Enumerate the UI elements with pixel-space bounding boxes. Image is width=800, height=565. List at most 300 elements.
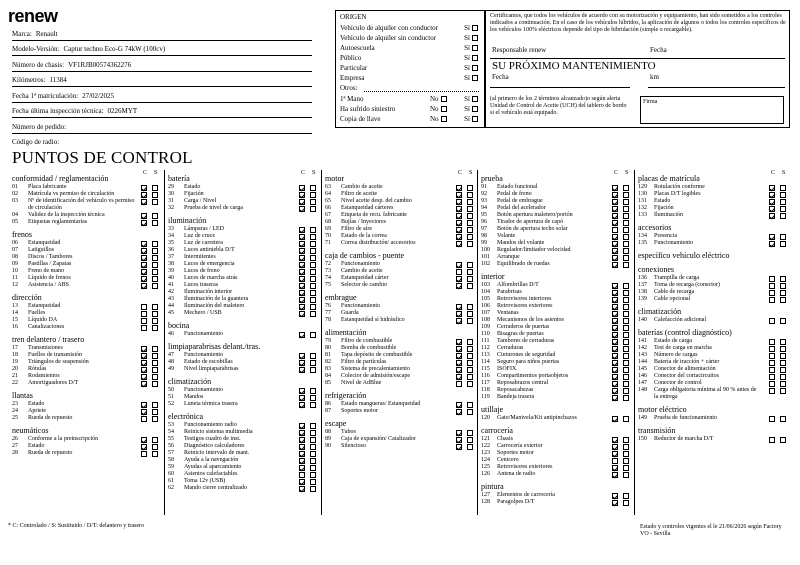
controlado-checkbox[interactable] — [299, 388, 305, 394]
sustituido-checkbox[interactable] — [310, 423, 316, 429]
sustituido-checkbox[interactable] — [623, 325, 629, 331]
controlado-checkbox[interactable] — [141, 325, 147, 331]
controlado-checkbox[interactable] — [141, 220, 147, 226]
sustituido-checkbox[interactable] — [152, 220, 158, 226]
controlado-checkbox[interactable] — [769, 353, 775, 359]
sustituido-checkbox[interactable] — [152, 283, 158, 289]
controlado-checkbox[interactable] — [141, 262, 147, 268]
sustituido-checkbox[interactable] — [152, 402, 158, 408]
si-checkbox[interactable] — [472, 65, 478, 71]
controlado-checkbox[interactable] — [769, 367, 775, 373]
controlado-checkbox[interactable] — [769, 297, 775, 303]
controlado-checkbox[interactable] — [612, 367, 618, 373]
controlado-checkbox[interactable] — [456, 206, 462, 212]
sustituido-checkbox[interactable] — [623, 262, 629, 268]
si-checkbox[interactable] — [472, 75, 478, 81]
sustituido-checkbox[interactable] — [780, 318, 786, 324]
sustituido-checkbox[interactable] — [623, 234, 629, 240]
sustituido-checkbox[interactable] — [310, 290, 316, 296]
controlado-checkbox[interactable] — [612, 444, 618, 450]
controlado-checkbox[interactable] — [141, 276, 147, 282]
sustituido-checkbox[interactable] — [467, 353, 473, 359]
controlado-checkbox[interactable] — [299, 283, 305, 289]
controlado-checkbox[interactable] — [299, 185, 305, 191]
sustituido-checkbox[interactable] — [623, 227, 629, 233]
sustituido-checkbox[interactable] — [623, 458, 629, 464]
sustituido-checkbox[interactable] — [623, 241, 629, 247]
controlado-checkbox[interactable] — [769, 276, 775, 282]
sustituido-checkbox[interactable] — [623, 360, 629, 366]
controlado-checkbox[interactable] — [612, 297, 618, 303]
sustituido-checkbox[interactable] — [467, 213, 473, 219]
sustituido-checkbox[interactable] — [310, 353, 316, 359]
controlado-checkbox[interactable] — [456, 381, 462, 387]
controlado-checkbox[interactable] — [299, 444, 305, 450]
sustituido-checkbox[interactable] — [152, 374, 158, 380]
sustituido-checkbox[interactable] — [467, 192, 473, 198]
sustituido-checkbox[interactable] — [623, 311, 629, 317]
sustituido-checkbox[interactable] — [467, 311, 473, 317]
sustituido-checkbox[interactable] — [780, 213, 786, 219]
sustituido-checkbox[interactable] — [310, 451, 316, 457]
sustituido-checkbox[interactable] — [310, 458, 316, 464]
sustituido-checkbox[interactable] — [310, 227, 316, 233]
controlado-checkbox[interactable] — [612, 255, 618, 261]
controlado-checkbox[interactable] — [612, 318, 618, 324]
controlado-checkbox[interactable] — [141, 381, 147, 387]
sustituido-checkbox[interactable] — [623, 367, 629, 373]
controlado-checkbox[interactable] — [456, 444, 462, 450]
sustituido-checkbox[interactable] — [780, 360, 786, 366]
controlado-checkbox[interactable] — [299, 311, 305, 317]
controlado-checkbox[interactable] — [612, 437, 618, 443]
controlado-checkbox[interactable] — [612, 325, 618, 331]
controlado-checkbox[interactable] — [456, 241, 462, 247]
controlado-checkbox[interactable] — [456, 437, 462, 443]
controlado-checkbox[interactable] — [456, 213, 462, 219]
sustituido-checkbox[interactable] — [310, 437, 316, 443]
sustituido-checkbox[interactable] — [467, 430, 473, 436]
controlado-checkbox[interactable] — [456, 339, 462, 345]
sustituido-checkbox[interactable] — [152, 346, 158, 352]
sustituido-checkbox[interactable] — [310, 241, 316, 247]
sustituido-checkbox[interactable] — [152, 192, 158, 198]
sustituido-checkbox[interactable] — [152, 241, 158, 247]
sustituido-checkbox[interactable] — [152, 360, 158, 366]
controlado-checkbox[interactable] — [299, 367, 305, 373]
sustituido-checkbox[interactable] — [467, 241, 473, 247]
controlado-checkbox[interactable] — [456, 220, 462, 226]
controlado-checkbox[interactable] — [141, 199, 147, 205]
sustituido-checkbox[interactable] — [310, 388, 316, 394]
sustituido-checkbox[interactable] — [152, 255, 158, 261]
sustituido-checkbox[interactable] — [152, 451, 158, 457]
sustituido-checkbox[interactable] — [467, 409, 473, 415]
sustituido-checkbox[interactable] — [152, 213, 158, 219]
controlado-checkbox[interactable] — [141, 360, 147, 366]
controlado-checkbox[interactable] — [299, 479, 305, 485]
controlado-checkbox[interactable] — [141, 416, 147, 422]
controlado-checkbox[interactable] — [769, 283, 775, 289]
controlado-checkbox[interactable] — [769, 199, 775, 205]
controlado-checkbox[interactable] — [612, 283, 618, 289]
sustituido-checkbox[interactable] — [152, 416, 158, 422]
controlado-checkbox[interactable] — [299, 395, 305, 401]
controlado-checkbox[interactable] — [612, 493, 618, 499]
controlado-checkbox[interactable] — [769, 437, 775, 443]
controlado-checkbox[interactable] — [456, 283, 462, 289]
controlado-checkbox[interactable] — [456, 227, 462, 233]
controlado-checkbox[interactable] — [299, 248, 305, 254]
sustituido-checkbox[interactable] — [623, 444, 629, 450]
sustituido-checkbox[interactable] — [623, 493, 629, 499]
sustituido-checkbox[interactable] — [623, 416, 629, 422]
sustituido-checkbox[interactable] — [623, 255, 629, 261]
sustituido-checkbox[interactable] — [780, 290, 786, 296]
sustituido-checkbox[interactable] — [780, 388, 786, 394]
controlado-checkbox[interactable] — [141, 353, 147, 359]
sustituido-checkbox[interactable] — [780, 192, 786, 198]
controlado-checkbox[interactable] — [141, 283, 147, 289]
sustituido-checkbox[interactable] — [623, 206, 629, 212]
controlado-checkbox[interactable] — [456, 185, 462, 191]
controlado-checkbox[interactable] — [612, 213, 618, 219]
controlado-checkbox[interactable] — [299, 304, 305, 310]
controlado-checkbox[interactable] — [456, 304, 462, 310]
controlado-checkbox[interactable] — [456, 430, 462, 436]
controlado-checkbox[interactable] — [612, 346, 618, 352]
sustituido-checkbox[interactable] — [152, 276, 158, 282]
controlado-checkbox[interactable] — [456, 276, 462, 282]
controlado-checkbox[interactable] — [612, 332, 618, 338]
sustituido-checkbox[interactable] — [310, 311, 316, 317]
sustituido-checkbox[interactable] — [152, 444, 158, 450]
sustituido-checkbox[interactable] — [310, 486, 316, 492]
sustituido-checkbox[interactable] — [152, 381, 158, 387]
sustituido-checkbox[interactable] — [467, 346, 473, 352]
controlado-checkbox[interactable] — [141, 185, 147, 191]
sustituido-checkbox[interactable] — [623, 353, 629, 359]
sustituido-checkbox[interactable] — [310, 192, 316, 198]
sustituido-checkbox[interactable] — [310, 465, 316, 471]
sustituido-checkbox[interactable] — [310, 185, 316, 191]
controlado-checkbox[interactable] — [612, 311, 618, 317]
si-checkbox[interactable] — [472, 35, 478, 41]
controlado-checkbox[interactable] — [456, 234, 462, 240]
sustituido-checkbox[interactable] — [623, 290, 629, 296]
sustituido-checkbox[interactable] — [623, 199, 629, 205]
controlado-checkbox[interactable] — [612, 472, 618, 478]
controlado-checkbox[interactable] — [299, 192, 305, 198]
sustituido-checkbox[interactable] — [310, 395, 316, 401]
sustituido-checkbox[interactable] — [780, 241, 786, 247]
sustituido-checkbox[interactable] — [623, 437, 629, 443]
sustituido-checkbox[interactable] — [467, 262, 473, 268]
controlado-checkbox[interactable] — [612, 395, 618, 401]
sustituido-checkbox[interactable] — [780, 234, 786, 240]
controlado-checkbox[interactable] — [456, 409, 462, 415]
controlado-checkbox[interactable] — [612, 381, 618, 387]
controlado-checkbox[interactable] — [299, 297, 305, 303]
sustituido-checkbox[interactable] — [780, 185, 786, 191]
controlado-checkbox[interactable] — [612, 248, 618, 254]
controlado-checkbox[interactable] — [141, 213, 147, 219]
controlado-checkbox[interactable] — [299, 241, 305, 247]
sustituido-checkbox[interactable] — [780, 437, 786, 443]
sustituido-checkbox[interactable] — [467, 339, 473, 345]
sustituido-checkbox[interactable] — [152, 248, 158, 254]
controlado-checkbox[interactable] — [141, 444, 147, 450]
sustituido-checkbox[interactable] — [310, 479, 316, 485]
controlado-checkbox[interactable] — [769, 360, 775, 366]
sustituido-checkbox[interactable] — [780, 206, 786, 212]
sustituido-checkbox[interactable] — [780, 381, 786, 387]
no-checkbox[interactable] — [441, 116, 447, 122]
sustituido-checkbox[interactable] — [310, 262, 316, 268]
sustituido-checkbox[interactable] — [152, 262, 158, 268]
controlado-checkbox[interactable] — [456, 367, 462, 373]
controlado-checkbox[interactable] — [456, 346, 462, 352]
controlado-checkbox[interactable] — [612, 458, 618, 464]
controlado-checkbox[interactable] — [141, 311, 147, 317]
controlado-checkbox[interactable] — [299, 206, 305, 212]
controlado-checkbox[interactable] — [612, 262, 618, 268]
controlado-checkbox[interactable] — [612, 206, 618, 212]
controlado-checkbox[interactable] — [299, 465, 305, 471]
sustituido-checkbox[interactable] — [152, 325, 158, 331]
controlado-checkbox[interactable] — [299, 290, 305, 296]
controlado-checkbox[interactable] — [456, 192, 462, 198]
sustituido-checkbox[interactable] — [780, 199, 786, 205]
controlado-checkbox[interactable] — [612, 234, 618, 240]
sustituido-checkbox[interactable] — [623, 185, 629, 191]
controlado-checkbox[interactable] — [612, 374, 618, 380]
controlado-checkbox[interactable] — [612, 465, 618, 471]
sustituido-checkbox[interactable] — [623, 297, 629, 303]
controlado-checkbox[interactable] — [612, 199, 618, 205]
controlado-checkbox[interactable] — [769, 374, 775, 380]
controlado-checkbox[interactable] — [299, 458, 305, 464]
controlado-checkbox[interactable] — [299, 332, 305, 338]
sustituido-checkbox[interactable] — [780, 353, 786, 359]
controlado-checkbox[interactable] — [456, 262, 462, 268]
sustituido-checkbox[interactable] — [152, 367, 158, 373]
controlado-checkbox[interactable] — [769, 213, 775, 219]
controlado-checkbox[interactable] — [612, 451, 618, 457]
sustituido-checkbox[interactable] — [623, 381, 629, 387]
sustituido-checkbox[interactable] — [623, 339, 629, 345]
sustituido-checkbox[interactable] — [623, 318, 629, 324]
sustituido-checkbox[interactable] — [467, 402, 473, 408]
controlado-checkbox[interactable] — [612, 353, 618, 359]
controlado-checkbox[interactable] — [299, 255, 305, 261]
sustituido-checkbox[interactable] — [152, 185, 158, 191]
controlado-checkbox[interactable] — [299, 276, 305, 282]
sustituido-checkbox[interactable] — [780, 416, 786, 422]
sustituido-checkbox[interactable] — [780, 283, 786, 289]
controlado-checkbox[interactable] — [612, 360, 618, 366]
sustituido-checkbox[interactable] — [623, 346, 629, 352]
sustituido-checkbox[interactable] — [310, 430, 316, 436]
sustituido-checkbox[interactable] — [310, 332, 316, 338]
sustituido-checkbox[interactable] — [310, 444, 316, 450]
sustituido-checkbox[interactable] — [623, 213, 629, 219]
controlado-checkbox[interactable] — [141, 318, 147, 324]
sustituido-checkbox[interactable] — [467, 199, 473, 205]
sustituido-checkbox[interactable] — [623, 248, 629, 254]
controlado-checkbox[interactable] — [299, 486, 305, 492]
sustituido-checkbox[interactable] — [780, 367, 786, 373]
controlado-checkbox[interactable] — [299, 437, 305, 443]
sustituido-checkbox[interactable] — [623, 192, 629, 198]
sustituido-checkbox[interactable] — [152, 318, 158, 324]
controlado-checkbox[interactable] — [456, 199, 462, 205]
controlado-checkbox[interactable] — [141, 367, 147, 373]
sustituido-checkbox[interactable] — [780, 339, 786, 345]
controlado-checkbox[interactable] — [612, 220, 618, 226]
controlado-checkbox[interactable] — [612, 304, 618, 310]
controlado-checkbox[interactable] — [299, 227, 305, 233]
controlado-checkbox[interactable] — [141, 374, 147, 380]
si-checkbox[interactable] — [472, 116, 478, 122]
controlado-checkbox[interactable] — [456, 353, 462, 359]
controlado-checkbox[interactable] — [612, 416, 618, 422]
controlado-checkbox[interactable] — [456, 269, 462, 275]
controlado-checkbox[interactable] — [769, 234, 775, 240]
controlado-checkbox[interactable] — [456, 318, 462, 324]
controlado-checkbox[interactable] — [299, 353, 305, 359]
sustituido-checkbox[interactable] — [310, 269, 316, 275]
sustituido-checkbox[interactable] — [310, 234, 316, 240]
sustituido-checkbox[interactable] — [467, 444, 473, 450]
sustituido-checkbox[interactable] — [310, 199, 316, 205]
sustituido-checkbox[interactable] — [467, 437, 473, 443]
controlado-checkbox[interactable] — [141, 192, 147, 198]
controlado-checkbox[interactable] — [141, 402, 147, 408]
sustituido-checkbox[interactable] — [310, 367, 316, 373]
sustituido-checkbox[interactable] — [310, 472, 316, 478]
no-checkbox[interactable] — [441, 96, 447, 102]
sustituido-checkbox[interactable] — [310, 304, 316, 310]
sustituido-checkbox[interactable] — [152, 409, 158, 415]
controlado-checkbox[interactable] — [299, 360, 305, 366]
controlado-checkbox[interactable] — [299, 451, 305, 457]
controlado-checkbox[interactable] — [612, 185, 618, 191]
controlado-checkbox[interactable] — [769, 206, 775, 212]
sustituido-checkbox[interactable] — [623, 304, 629, 310]
controlado-checkbox[interactable] — [769, 185, 775, 191]
si-checkbox[interactable] — [472, 45, 478, 51]
controlado-checkbox[interactable] — [141, 241, 147, 247]
controlado-checkbox[interactable] — [141, 255, 147, 261]
sustituido-checkbox[interactable] — [152, 311, 158, 317]
sustituido-checkbox[interactable] — [310, 283, 316, 289]
controlado-checkbox[interactable] — [299, 472, 305, 478]
sustituido-checkbox[interactable] — [467, 220, 473, 226]
controlado-checkbox[interactable] — [299, 430, 305, 436]
sustituido-checkbox[interactable] — [780, 297, 786, 303]
sustituido-checkbox[interactable] — [152, 437, 158, 443]
sustituido-checkbox[interactable] — [623, 283, 629, 289]
controlado-checkbox[interactable] — [299, 269, 305, 275]
controlado-checkbox[interactable] — [612, 500, 618, 506]
controlado-checkbox[interactable] — [299, 423, 305, 429]
controlado-checkbox[interactable] — [141, 437, 147, 443]
sustituido-checkbox[interactable] — [467, 318, 473, 324]
controlado-checkbox[interactable] — [769, 318, 775, 324]
sustituido-checkbox[interactable] — [310, 402, 316, 408]
sustituido-checkbox[interactable] — [467, 269, 473, 275]
sustituido-checkbox[interactable] — [310, 360, 316, 366]
controlado-checkbox[interactable] — [141, 346, 147, 352]
sustituido-checkbox[interactable] — [152, 269, 158, 275]
sustituido-checkbox[interactable] — [780, 276, 786, 282]
sustituido-checkbox[interactable] — [467, 206, 473, 212]
si-checkbox[interactable] — [472, 25, 478, 31]
controlado-checkbox[interactable] — [456, 374, 462, 380]
controlado-checkbox[interactable] — [456, 402, 462, 408]
sustituido-checkbox[interactable] — [467, 234, 473, 240]
controlado-checkbox[interactable] — [612, 290, 618, 296]
controlado-checkbox[interactable] — [612, 388, 618, 394]
sustituido-checkbox[interactable] — [623, 465, 629, 471]
controlado-checkbox[interactable] — [769, 346, 775, 352]
sustituido-checkbox[interactable] — [467, 185, 473, 191]
sustituido-checkbox[interactable] — [623, 395, 629, 401]
sustituido-checkbox[interactable] — [623, 451, 629, 457]
controlado-checkbox[interactable] — [612, 241, 618, 247]
controlado-checkbox[interactable] — [141, 269, 147, 275]
sustituido-checkbox[interactable] — [623, 472, 629, 478]
si-checkbox[interactable] — [472, 55, 478, 61]
controlado-checkbox[interactable] — [612, 227, 618, 233]
sustituido-checkbox[interactable] — [467, 283, 473, 289]
controlado-checkbox[interactable] — [769, 339, 775, 345]
sustituido-checkbox[interactable] — [152, 304, 158, 310]
sustituido-checkbox[interactable] — [310, 255, 316, 261]
sustituido-checkbox[interactable] — [623, 500, 629, 506]
sustituido-checkbox[interactable] — [780, 374, 786, 380]
controlado-checkbox[interactable] — [769, 388, 775, 394]
sustituido-checkbox[interactable] — [310, 297, 316, 303]
sustituido-checkbox[interactable] — [467, 381, 473, 387]
controlado-checkbox[interactable] — [141, 409, 147, 415]
controlado-checkbox[interactable] — [299, 199, 305, 205]
si-checkbox[interactable] — [472, 106, 478, 112]
controlado-checkbox[interactable] — [141, 248, 147, 254]
no-checkbox[interactable] — [441, 106, 447, 112]
controlado-checkbox[interactable] — [612, 339, 618, 345]
controlado-checkbox[interactable] — [456, 311, 462, 317]
controlado-checkbox[interactable] — [456, 360, 462, 366]
sustituido-checkbox[interactable] — [623, 374, 629, 380]
si-checkbox[interactable] — [472, 96, 478, 102]
sustituido-checkbox[interactable] — [623, 388, 629, 394]
controlado-checkbox[interactable] — [769, 381, 775, 387]
controlado-checkbox[interactable] — [769, 290, 775, 296]
sustituido-checkbox[interactable] — [152, 353, 158, 359]
controlado-checkbox[interactable] — [612, 192, 618, 198]
sustituido-checkbox[interactable] — [623, 220, 629, 226]
sustituido-checkbox[interactable] — [467, 374, 473, 380]
sustituido-checkbox[interactable] — [467, 276, 473, 282]
sustituido-checkbox[interactable] — [152, 199, 158, 205]
sustituido-checkbox[interactable] — [310, 206, 316, 212]
sustituido-checkbox[interactable] — [467, 227, 473, 233]
controlado-checkbox[interactable] — [769, 192, 775, 198]
sustituido-checkbox[interactable] — [623, 332, 629, 338]
sustituido-checkbox[interactable] — [780, 346, 786, 352]
